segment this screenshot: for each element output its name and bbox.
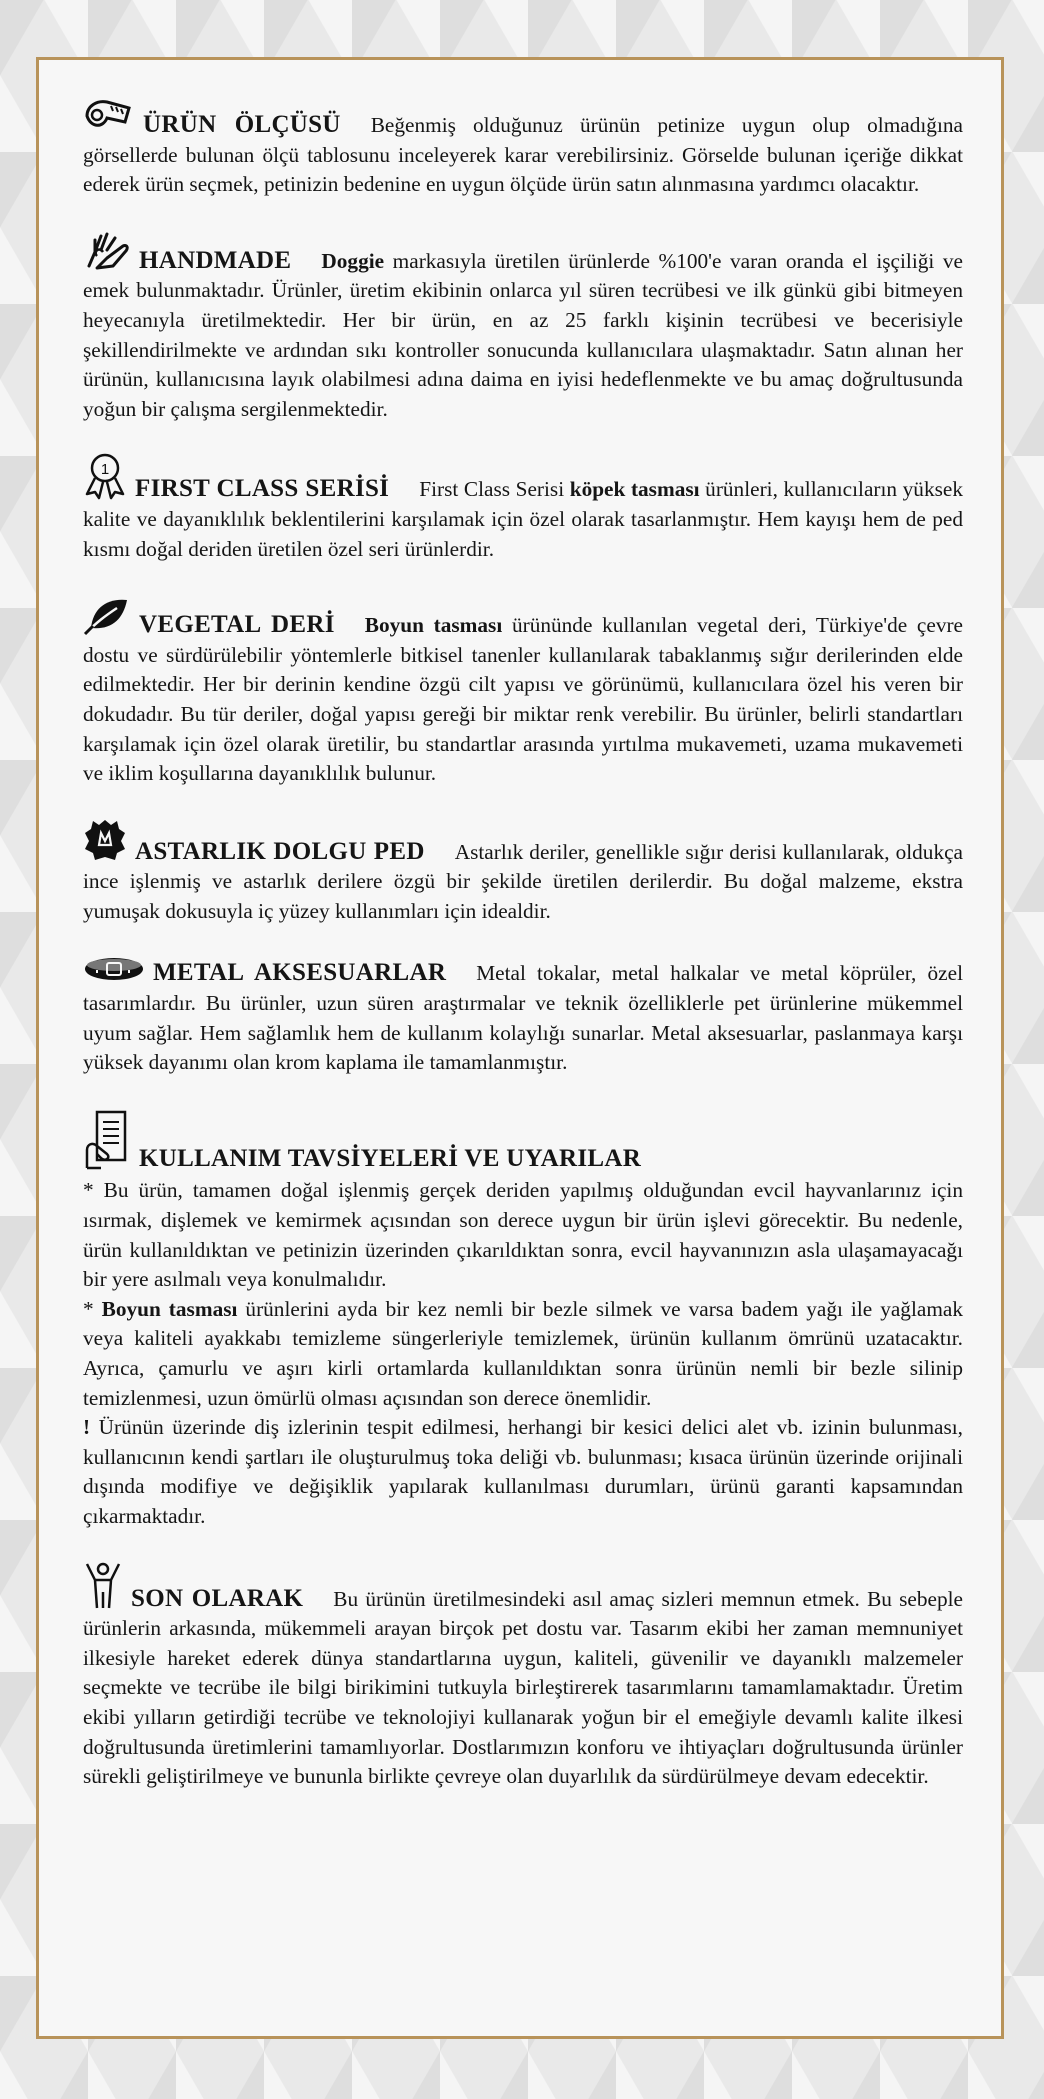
section-text: Beğenmiş olduğunuz ürünün petinize uygun olup olmadığına görsellerde bulunan ölçü tablosunu inceleyerek karar verebilirsiniz. Görselde bulunan içeriğe dikkat ederek ürün seçmek, petinizin bedenine en uygun ölçüde ürün satın alınmasına yardımcı olacaktır.	[83, 113, 963, 197]
leather-hide-icon	[83, 817, 127, 863]
section-title: KULLANIM TAVSİYELERİ VE UYARILAR	[139, 1144, 642, 1172]
award-ribbon-icon	[83, 452, 127, 500]
warning-paragraph-1: * Bu ürün, tamamen doğal işlenmiş gerçek deriden yapılmış olduğundan evcil hayvanlarınız için ısırmak, dişlemek ve kemirmek açısından son derece uygun bir ürün işlevi görecektir. Bu nedenle, ürün kullanıldıktan ve petinizin üzerinden çıkarıldıktan sonra, evcil hayvanınızın asla ulaşamayacağı bir yere asılmalı veya konulmalıdır.	[83, 1178, 963, 1292]
content	[83, 96, 963, 1792]
section-first-class	[83, 452, 963, 564]
section-text-before: First Class Serisi	[419, 477, 565, 502]
section-son-olarak	[83, 1562, 963, 1792]
collar-icon	[83, 954, 145, 984]
section-text: Metal tokalar, metal halkalar ve metal köprüler, özel tasarımlardır. Bu ürünler, uzun süren araştırmalar ve teknik özelliklerle pet ürünlerine mükemmel uyum sağlar. Hem sağlamlık hem de kullanım kolaylığı sunarlar. Metal aksesuarlar, paslanmaya karşı yüksek dayanımı olan krom kaplama ile tamamlanmıştır.	[83, 961, 963, 1075]
warning-paragraph-3: Ürünün üzerinde diş izlerinin tespit edilmesi, herhangi bir kesici delici alet vb. izinin bulunması, kullanıcının kendi şartları ile oluşturulmuş toka deliği vb. bulunması; kısaca ürünün üzerinde orijinali dışında modifiye ve değişiklik yapılarak kullanılması durumları, ürünü garanti kapsamından çıkarmaktadır.	[83, 1415, 964, 1528]
section-text: Astarlık deriler, genellikle sığır derisi kullanılarak, oldukça ince işlenmiş ve astarlık derilere özgü bir şekilde üretilen derilerdir. Bu doğal malzeme, ekstra yumuşak dokusuyla iç yüzey kullanımları için idealdir.	[83, 839, 964, 923]
hand-icon	[83, 228, 131, 272]
section-vegetal-deri	[83, 592, 963, 789]
leaf-icon	[83, 592, 131, 636]
section-astarlik	[83, 817, 963, 927]
section-title: FIRST CLASS SERİSİ	[135, 475, 390, 503]
bullet: *	[83, 1296, 94, 1321]
section-kullanim	[83, 1108, 963, 1532]
content-frame	[36, 57, 1004, 2039]
section-title: SON OLARAK	[131, 1584, 304, 1612]
section-handmade	[83, 228, 963, 425]
warning-paragraph-2: ürünlerini ayda bir kez nemli bir bezle silmek ve varsa badem yağı ile yağlamak veya kaliteli ayakkabı temizleme süngerleriyle temizlemek, ürünün kullanım ömrünü uzatacaktır. Ayrıca, çamurlu ve aşırı kirli ortamlarda kullanıldıktan sonra ürünün nemli bir bezle silinip temizlenmesi, uzun ömürlü olması açısından son derece önemlidir.	[83, 1296, 963, 1410]
section-bold: köpek tasması	[569, 477, 700, 502]
section-bold: Boyun tasması	[101, 1296, 238, 1321]
section-title: VEGETAL DERİ	[139, 611, 335, 639]
person-arms-up-icon	[83, 1562, 123, 1610]
exclamation-mark: !	[83, 1415, 91, 1440]
svg-text:1: 1	[100, 461, 110, 479]
measuring-tape-icon	[83, 96, 135, 136]
section-text: ürününde kullanılan vegetal deri, Türkiye'de çevre dostu ve sürdürülebilir yöntemlerle bitkisel tanenler kullanılarak tabaklanmış sığır derilerinden elde edilmektedir. Her bir derinin kendine özgü cilt yapısı ve görünümü, kullanıcılara özel his veren bir dokudadır. Bu tür deriler, doğal yapısı gereği bir miktar renk verebilir. Bu ürünler, belirli standartları karşılamak için özel olarak üretilir, bu standartlar arasında yırtılma mukavemeti, uzama mukavemeti ve iklim koşullarına dayanıklılık bulunur.	[83, 613, 964, 786]
section-text: Bu ürünün üretilmesindeki asıl amaç sizleri memnun etmek. Bu sebeple ürünlerin arkasında, mükemmeli arayan birçok pet dostu var. Tasarım ekibi her zaman memnuniyet ilkesiyle hareket ederek dünya standartlarına uygun, kaliteli, güvenilir ve dayanıklı malzemeler seçmekte ve tecrübe ile bilgi birikimini tutkuyla birleştirerek tasarımlarını tamamlamaktadır. Üretim ekibi yılların getirdiği tecrübe ve teknolojiyi kullanarak yoğun bir el emeğiyle devamlı kalite ilkesi doğrultusunda üretimlerini tamamlıyorlar. Dostlarımızın konforu ve ihtiyaçları doğrultusunda ürünler sürekli geliştirilmeye ve bununla birlikte çevreye olan duyarlılık da sürdürülmeye devam edecektir.	[83, 1586, 963, 1789]
section-metal	[83, 954, 963, 1077]
section-title: METAL AKSESUARLAR	[153, 959, 447, 987]
section-title: HANDMADE	[139, 246, 292, 274]
document-hand-icon	[83, 1108, 131, 1172]
section-title: ASTARLIK DOLGU PED	[135, 837, 425, 865]
brand-name: Doggie	[321, 248, 385, 273]
section-text-after: ürünleri, kullanıcıların yüksek kalite ve dayanıklılık beklentilerini karşılamak için özel olarak tasarlanmıştır. Hem kayışı hem de ped kısmı doğal deriden üretilen özel seri ürünlerdir.	[83, 477, 963, 561]
section-bold: Boyun tasması	[364, 613, 503, 638]
section-title: ÜRÜN ÖLÇÜSÜ	[143, 111, 341, 138]
section-text: markasıyla üretilen ürünlerde %100'e varan oranda el işçiliği ve emek bulunmaktadır. Ürünler, üretim ekibinin onlarca yıl süren tecrübesi ve ilk günkü gibi bitmeyen heyecanıyla üretilmektedir. Her bir ürün, en az 25 farklı kişinin tecrübesi ve becerisiyle şekillendirilmekte ve ardından sıkı kontroller sonucunda kullanıcılara ulaşmaktadır. Satın alınan her ürünün, kullanıcısına layık olabilmesi adına daima en iyisi hedeflenmekte ve bu amaç doğrultusunda yoğun bir çalışma sergilenmektedir.	[83, 248, 963, 421]
section-urun-olcusu	[83, 96, 963, 200]
